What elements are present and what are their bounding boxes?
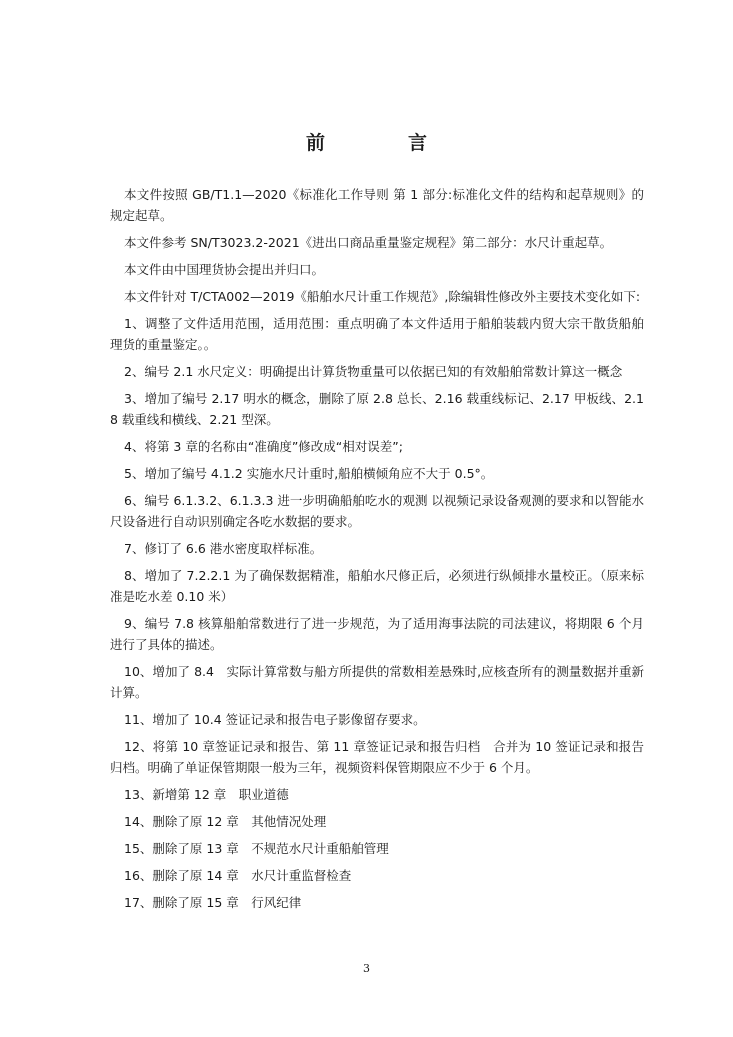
change-item-9: 9、编号 7.8 核算船舶常数进行了进一步规范，为了适用海事法院的司法建议，将期限 6 个月进行了具体的描述。 xyxy=(110,616,644,652)
change-item-3: 3、增加了编号 2.17 明水的概念，删除了原 2.8 总长、2.16 载重线标记、2.17 甲板线、2.18 载重线和横线、2.21 型深。 xyxy=(110,391,644,427)
change-item-1: 1、调整了文件适用范围，适用范围：重点明确了本文件适用于船舶装载内贸大宗干散货船舶理货的重量鉴定。。 xyxy=(110,316,644,352)
change-item-5: 5、增加了编号 4.1.2 实施水尺计重时,船舶横倾角应不大于 0.5°。 xyxy=(124,466,494,481)
change-item-7: 7、修订了 6.6 港水密度取样标准。 xyxy=(124,541,323,556)
change-item-6: 6、编号 6.1.3.2、6.1.3.3 进一步明确船舶吃水的观测 以视频记录设备观测的要求和以智能水尺设备进行自动识别确定各吃水数据的要求。 xyxy=(110,493,644,529)
paragraph-drafting-basis: 本文件按照 GB/T1.1—2020《标准化工作导则 第 1 部分:标准化文件的结构和起草规则》的规定起草。 xyxy=(110,187,644,223)
paragraph-proposer: 本文件由中国理货协会提出并归口。 xyxy=(124,262,325,277)
change-item-17: 17、删除了原 15 章 行风纪律 xyxy=(124,895,302,910)
change-item-10: 10、增加了 8.4 实际计算常数与船方所提供的常数相差悬殊时,应核查所有的测量数据并重新计算。 xyxy=(110,664,644,700)
paragraph-changes-intro: 本文件针对 T/CTA002—2019《船舶水尺计重工作规范》,除编辑性修改外主要技术变化如下: xyxy=(124,289,641,304)
change-item-14: 14、删除了原 12 章 其他情况处理 xyxy=(124,814,327,829)
document-body xyxy=(110,184,644,919)
change-item-2: 2、编号 2.1 水尺定义：明确提出计算货物重量可以依据已知的有效船舶常数计算这一概念 xyxy=(124,364,623,379)
change-item-8: 8、增加了 7.2.2.1 为了确保数据精准，船舶水尺修正后，必须进行纵倾排水量校正。（原来标准是吃水差 0.10 米） xyxy=(110,568,644,604)
change-item-15: 15、删除了原 13 章 不规范水尺计重船舶管理 xyxy=(124,841,389,856)
change-item-13: 13、新增第 12 章 职业道德 xyxy=(124,787,289,802)
page-title: 前 言 xyxy=(305,132,459,154)
change-item-16: 16、删除了原 14 章 水尺计重监督检查 xyxy=(124,868,352,883)
paragraph-reference: 本文件参考 SN/T3023.2-2021《进出口商品重量鉴定规程》第二部分：水尺计重起草。 xyxy=(124,235,613,250)
change-item-12: 12、将第 10 章签证记录和报告、第 11 章签证记录和报告归档 合并为 10 签证记录和报告归档。明确了单证保管期限一般为三年，视频资料保管期限应不少于 6 个月。 xyxy=(110,739,644,775)
page-number: 3 xyxy=(363,962,370,975)
change-item-4: 4、将第 3 章的名称由“准确度”修改成“相对误差”; xyxy=(124,439,403,454)
change-item-11: 11、增加了 10.4 签证记录和报告电子影像留存要求。 xyxy=(124,712,426,727)
